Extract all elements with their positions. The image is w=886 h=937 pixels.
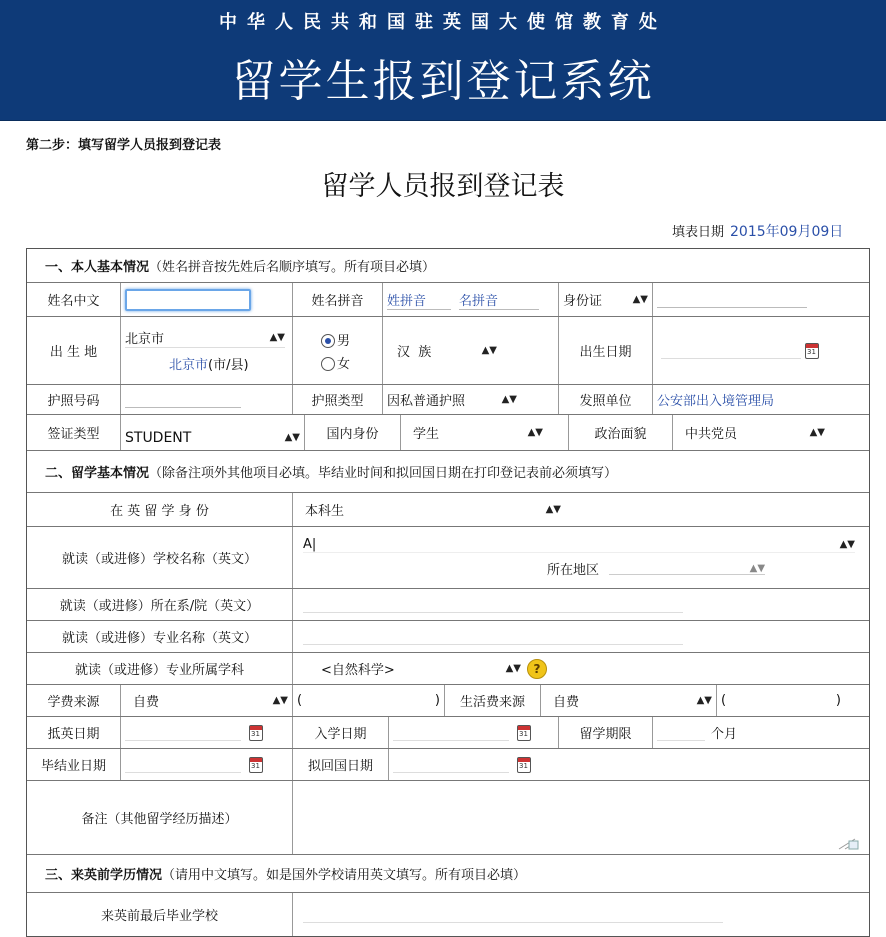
remarks-label: 备注（其他留学经历描述） bbox=[27, 781, 293, 854]
id-type-select[interactable] bbox=[563, 290, 648, 309]
step-indicator: 第二步：填写留学人员报到登记表 bbox=[26, 138, 222, 153]
domestic-status-label: 国内身份 bbox=[305, 415, 401, 450]
calendar-icon[interactable] bbox=[517, 725, 531, 741]
department-cell bbox=[293, 589, 869, 620]
id-number-input[interactable] bbox=[657, 291, 807, 308]
arrival-date-input[interactable] bbox=[125, 724, 241, 741]
id-number-cell bbox=[653, 283, 869, 316]
gender-male-option[interactable] bbox=[321, 330, 350, 349]
major-input[interactable] bbox=[303, 628, 683, 645]
department-input[interactable] bbox=[303, 596, 683, 613]
graduation-cell bbox=[121, 749, 293, 780]
name-py-label: 姓名拼音 bbox=[293, 283, 383, 316]
help-icon[interactable]: ? bbox=[527, 659, 547, 679]
name-cn-label: 姓名中文 bbox=[27, 283, 121, 316]
study-status-select[interactable] bbox=[305, 500, 561, 519]
row-name bbox=[27, 283, 869, 317]
select-arrow-icon: ▲▼ bbox=[545, 504, 561, 515]
birthplace-city-link[interactable]: 北京市 bbox=[169, 358, 209, 373]
arrival-cell bbox=[121, 717, 293, 748]
select-arrow-icon: ▲▼ bbox=[527, 427, 543, 438]
fill-date-label: 填表日期 bbox=[672, 225, 725, 240]
living-source-value: 自费 bbox=[553, 695, 580, 710]
gender-female-option[interactable] bbox=[321, 353, 350, 372]
select-arrow-icon: ▲▼ bbox=[284, 432, 300, 443]
fill-date bbox=[672, 221, 843, 241]
section2-title: 二、留学基本情况 bbox=[45, 466, 150, 481]
birthplace-city-suffix: (市/县) bbox=[208, 358, 249, 373]
row-department bbox=[27, 589, 869, 621]
row-dates-2 bbox=[27, 749, 869, 781]
row-passport bbox=[27, 385, 869, 415]
birthplace-province-select[interactable] bbox=[125, 328, 285, 348]
header-subtitle: 中华人民共和国驻英国大使馆教育处 bbox=[219, 12, 667, 33]
visa-type-select[interactable] bbox=[125, 430, 300, 446]
site-header bbox=[0, 0, 886, 121]
dob-input[interactable] bbox=[661, 342, 801, 359]
textarea-resize-icon[interactable] bbox=[835, 836, 859, 850]
return-date-input[interactable] bbox=[393, 756, 509, 773]
section1-header bbox=[27, 249, 869, 283]
radio-checked-icon bbox=[321, 334, 335, 348]
calendar-icon[interactable] bbox=[805, 343, 819, 359]
select-arrow-icon: ▲▼ bbox=[501, 394, 517, 405]
region-label: 所在地区 bbox=[547, 563, 600, 578]
duration-input[interactable] bbox=[657, 724, 705, 741]
major-label: 就读（或进修）专业名称（英文） bbox=[27, 621, 293, 652]
duration-cell bbox=[653, 717, 869, 748]
living-detail-cell bbox=[717, 685, 869, 716]
dob-label: 出生日期 bbox=[559, 317, 653, 384]
tuition-label: 学费来源 bbox=[27, 685, 121, 716]
gender-female-label: 女 bbox=[337, 356, 351, 372]
row-discipline bbox=[27, 653, 869, 685]
radio-unchecked-icon bbox=[321, 357, 335, 371]
birthplace-province-value: 北京市 bbox=[125, 332, 165, 347]
select-arrow-icon: ▲▼ bbox=[505, 663, 521, 674]
section3-title: 三、来英前学历情况 bbox=[45, 868, 163, 883]
ethnicity-cell bbox=[383, 317, 559, 384]
section1-title: 一、本人基本情况 bbox=[45, 260, 150, 275]
row-remarks bbox=[27, 781, 869, 855]
paren-close: ) bbox=[835, 693, 841, 708]
select-arrow-icon: ▲▼ bbox=[749, 562, 766, 574]
section3-header bbox=[27, 855, 869, 893]
select-arrow-icon: ▲▼ bbox=[696, 695, 712, 706]
passport-type-label: 护照类型 bbox=[293, 385, 383, 414]
section3-note: （请用中文填写。如是国外学校请用英文填写。所有项目必填） bbox=[162, 868, 527, 883]
passport-type-select[interactable] bbox=[387, 390, 517, 409]
discipline-value: <自然科学> bbox=[321, 663, 395, 678]
study-status-value: 本科生 bbox=[305, 504, 345, 519]
birthplace-city bbox=[169, 354, 249, 373]
discipline-label: 就读（或进修）专业所属学科 bbox=[27, 653, 293, 684]
passport-type-value: 因私普通护照 bbox=[387, 394, 466, 409]
row-study-status bbox=[27, 493, 869, 527]
enroll-cell bbox=[389, 717, 559, 748]
passport-no-input[interactable] bbox=[125, 391, 241, 408]
paren-open: ( bbox=[721, 693, 727, 708]
paren-close: ) bbox=[434, 693, 440, 708]
row-funding bbox=[27, 685, 869, 717]
graduation-date-input[interactable] bbox=[125, 756, 241, 773]
dob-cell bbox=[653, 317, 869, 384]
header-title: 留学生报到登记系统 bbox=[231, 56, 655, 107]
issuer-label: 发照单位 bbox=[559, 385, 653, 414]
select-arrow-icon: ▲▼ bbox=[632, 294, 648, 305]
remarks-textarea[interactable] bbox=[297, 785, 865, 850]
remarks-cell bbox=[293, 781, 869, 854]
return-cell bbox=[389, 749, 869, 780]
row-last-school bbox=[27, 893, 869, 936]
fill-date-value[interactable]: 2015年09月09日 bbox=[730, 224, 844, 240]
gender-male-label: 男 bbox=[337, 333, 351, 349]
discipline-cell bbox=[293, 653, 869, 684]
name-py-cell bbox=[383, 283, 559, 316]
select-arrow-icon: ▲▼ bbox=[272, 695, 288, 706]
tuition-detail-input[interactable] bbox=[314, 694, 424, 708]
row-school bbox=[27, 527, 869, 589]
name-cn-input[interactable] bbox=[125, 289, 251, 311]
birthplace-cell bbox=[121, 317, 293, 384]
school-cell bbox=[293, 527, 869, 588]
id-type-value: 身份证 bbox=[563, 294, 603, 309]
calendar-icon[interactable] bbox=[249, 757, 263, 773]
enroll-date-input[interactable] bbox=[393, 724, 509, 741]
row-major bbox=[27, 621, 869, 653]
domestic-status-value: 学生 bbox=[413, 427, 440, 442]
gender-cell bbox=[293, 317, 383, 384]
last-school-input[interactable] bbox=[303, 906, 723, 923]
calendar-icon[interactable] bbox=[517, 757, 531, 773]
domestic-status-cell bbox=[401, 415, 569, 450]
discipline-select[interactable] bbox=[321, 659, 521, 678]
region-group bbox=[547, 559, 765, 578]
region-select[interactable] bbox=[609, 563, 765, 575]
study-status-cell bbox=[293, 493, 869, 526]
paren-open: ( bbox=[297, 693, 303, 708]
school-label: 就读（或进修）学校名称（英文） bbox=[27, 527, 293, 588]
arrival-label: 抵英日期 bbox=[27, 717, 121, 748]
name-cn-cell bbox=[121, 283, 293, 316]
living-source-select[interactable] bbox=[553, 691, 712, 710]
graduation-label: 毕结业日期 bbox=[27, 749, 121, 780]
passport-no-cell bbox=[121, 385, 293, 414]
select-arrow-icon: ▲▼ bbox=[481, 345, 497, 356]
school-name-select[interactable] bbox=[303, 537, 855, 553]
row-birthplace bbox=[27, 317, 869, 385]
row-dates-1 bbox=[27, 717, 869, 749]
duration-unit: 个月 bbox=[711, 727, 738, 742]
select-arrow-icon: ▲▼ bbox=[839, 539, 855, 550]
school-name-value: A| bbox=[303, 537, 317, 552]
form-title: 留学人员报到登记表 bbox=[321, 171, 565, 202]
political-select[interactable] bbox=[685, 423, 825, 442]
last-school-cell bbox=[293, 893, 869, 936]
ethnicity-select[interactable] bbox=[397, 341, 497, 360]
duration-label: 留学期限 bbox=[559, 717, 653, 748]
section2-note: （除备注项外其他项目必填。毕结业时间和拟回国日期在打印登记表前必须填写） bbox=[149, 466, 618, 481]
political-label: 政治面貌 bbox=[569, 415, 673, 450]
return-label: 拟回国日期 bbox=[293, 749, 389, 780]
section1-note: （姓名拼音按先姓后名顺序填写。所有项目必填） bbox=[149, 260, 436, 275]
calendar-icon[interactable] bbox=[249, 725, 263, 741]
last-school-label: 来英前最后毕业学校 bbox=[27, 893, 293, 936]
given-pinyin-input[interactable]: 名拼音 bbox=[459, 290, 539, 310]
living-label: 生活费来源 bbox=[445, 685, 541, 716]
tuition-source-cell bbox=[121, 685, 293, 716]
political-cell bbox=[673, 415, 869, 450]
birthplace-label: 出 生 地 bbox=[27, 317, 121, 384]
visa-type-value: STUDENT bbox=[125, 429, 192, 446]
tuition-detail-cell bbox=[293, 685, 445, 716]
row-visa bbox=[27, 415, 869, 451]
political-value: 中共党员 bbox=[685, 427, 738, 442]
passport-type-cell bbox=[383, 385, 559, 414]
surname-pinyin-input[interactable]: 姓拼音 bbox=[387, 290, 451, 310]
id-type-cell bbox=[559, 283, 653, 316]
registration-table bbox=[26, 248, 870, 937]
passport-no-label: 护照号码 bbox=[27, 385, 121, 414]
living-source-cell bbox=[541, 685, 717, 716]
visa-type-label: 签证类型 bbox=[27, 415, 121, 450]
domestic-status-select[interactable] bbox=[413, 423, 543, 442]
department-label: 就读（或进修）所在系/院（英文） bbox=[27, 589, 293, 620]
select-arrow-icon: ▲▼ bbox=[809, 427, 825, 438]
tuition-source-select[interactable] bbox=[133, 691, 288, 710]
major-cell bbox=[293, 621, 869, 652]
issuer-value[interactable]: 公安部出入境管理局 bbox=[657, 394, 775, 409]
visa-type-cell bbox=[121, 415, 305, 450]
tuition-source-value: 自费 bbox=[133, 695, 160, 710]
select-arrow-icon: ▲▼ bbox=[269, 332, 285, 343]
living-detail-input[interactable] bbox=[736, 694, 826, 708]
ethnicity-value: 汉 族 bbox=[397, 345, 432, 360]
enroll-label: 入学日期 bbox=[293, 717, 389, 748]
section2-header bbox=[27, 451, 869, 493]
study-status-label: 在 英 留 学 身 份 bbox=[27, 493, 293, 526]
